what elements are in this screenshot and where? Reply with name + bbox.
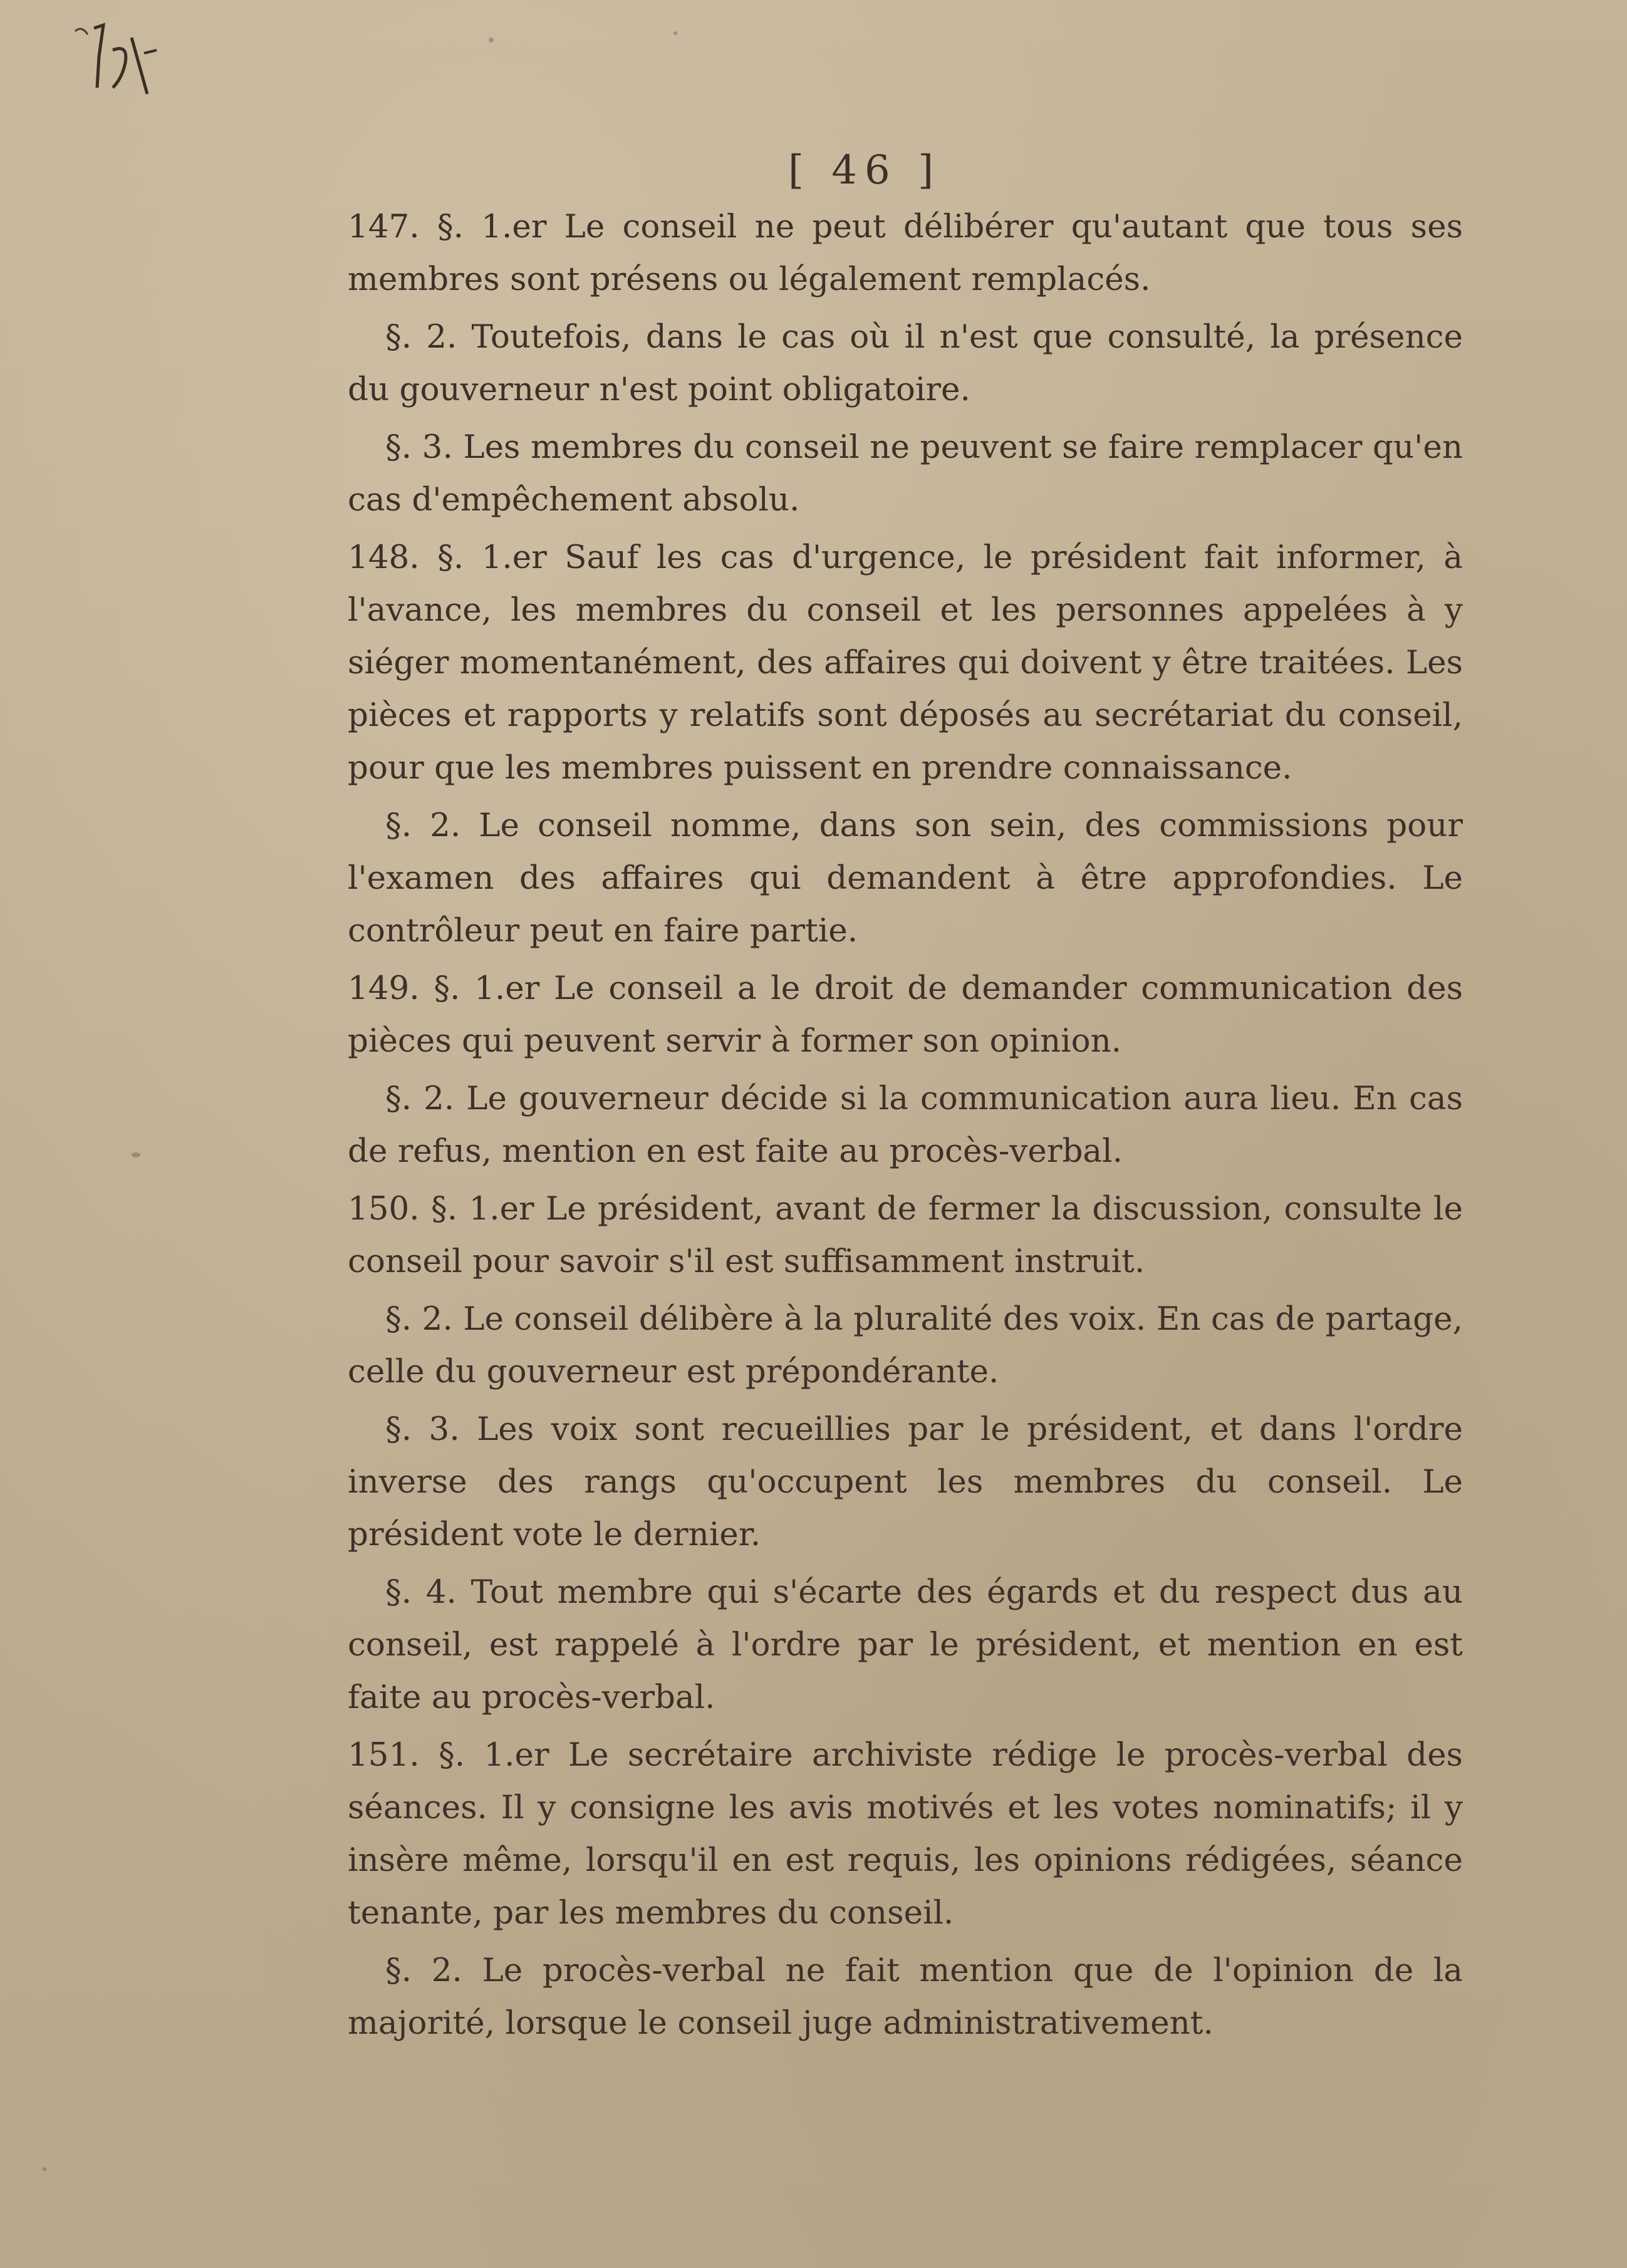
paragraph-149-2: §. 2. Le gouverneur décide si la communication aura lieu. En cas de refus, mention en est faite au procès-verbal. xyxy=(348,1080,1463,1170)
paper-speck xyxy=(673,31,677,35)
page-number: [ 46 ] xyxy=(788,147,942,194)
paragraph-150-1: 150. §. 1.er Le président, avant de fermer la discussion, consulte le conseil pour savoir s'il est suffisamment instruit. xyxy=(348,1190,1463,1280)
handwritten-mark xyxy=(69,19,163,100)
paragraph-147-2: §. 2. Toutefois, dans le cas où il n'est que consulté, la présence du gouverneur n'est point obligatoire. xyxy=(348,318,1463,408)
paper-speck xyxy=(132,1152,140,1157)
paragraph-148-1: 148. §. 1.er Sauf les cas d'urgence, le président fait informer, à l'avance, les membres du conseil et les personnes appelées à y siéger momentanément, des affaires qui doivent y être traitées. Les pièces et rapports y relatifs sont déposés au secrétariat du conseil, pour que les membres puissent en prendre connaissance. xyxy=(348,539,1463,787)
paragraph-148-2: §. 2. Le conseil nomme, dans son sein, des commissions pour l'examen des affaires qui demandent à être approfondies. Le contrôleur peut en faire partie. xyxy=(348,807,1463,950)
paragraph-151-2: §. 2. Le procès-verbal ne fait mention que de l'opinion de la majorité, lorsque le conseil juge administrativement. xyxy=(348,1952,1463,2042)
paragraph-150-2: §. 2. Le conseil délibère à la pluralité des voix. En cas de partage, celle du gouverneur est prépondérante. xyxy=(348,1300,1463,1390)
paragraph-150-4: §. 4. Tout membre qui s'écarte des égards et du respect dus au conseil, est rappelé à l'ordre par le président, et mention en est faite au procès-verbal. xyxy=(348,1573,1463,1716)
paragraph-149-1: 149. §. 1.er Le conseil a le droit de demander communication des pièces qui peuvent servir à former son opinion. xyxy=(348,970,1463,1060)
paper-speck xyxy=(43,2167,46,2171)
paragraph-150-3: §. 3. Les voix sont recueillies par le président, et dans l'ordre inverse des rangs qu'occupent les membres du conseil. Le président vote le dernier. xyxy=(348,1411,1463,1553)
paragraph-147-1: 147. §. 1.er Le conseil ne peut délibérer qu'autant que tous ses membres sont présens ou légalement remplacés. xyxy=(348,208,1463,298)
paragraph-151-1: 151. §. 1.er Le secrétaire archiviste rédige le procès-verbal des séances. Il y consigne les avis motivés et les votes nominatifs; il y insère même, lorsqu'il en est requis, les opinions rédigées, séance tenante, par les membres du conseil. xyxy=(348,1736,1463,1932)
body-text xyxy=(348,200,1463,2054)
paragraph-147-3: §. 3. Les membres du conseil ne peuvent se faire remplacer qu'en cas d'empêchement absolu. xyxy=(348,428,1463,519)
paper-speck xyxy=(489,38,494,43)
